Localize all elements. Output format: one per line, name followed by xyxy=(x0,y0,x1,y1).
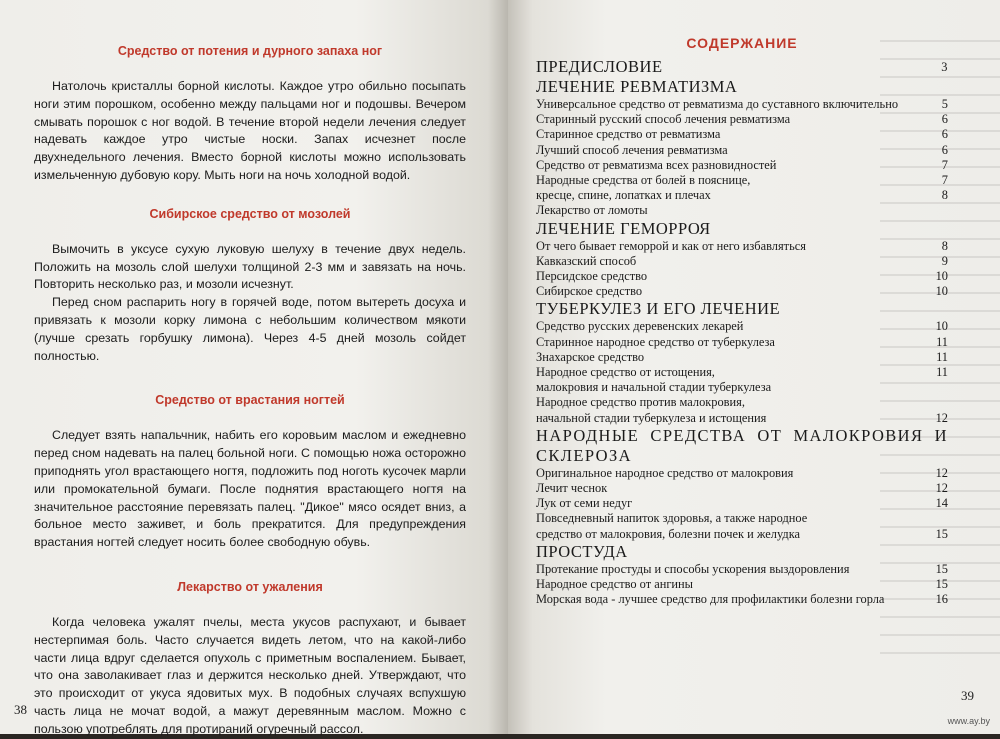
right-page xyxy=(508,0,1000,734)
toc-entry xyxy=(536,350,948,365)
toc-page-number: 7 xyxy=(941,173,948,188)
toc-entry xyxy=(536,239,948,254)
toc-list xyxy=(536,57,948,607)
right-page-number: 39 xyxy=(961,688,974,703)
toc-entry-text: Протекание простуды и способы ускорения выздоровления xyxy=(536,561,850,576)
toc-entry xyxy=(536,97,948,112)
toc-entry-text: ТУБЕРКУЛЕЗ И ЕГО ЛЕЧЕНИЕ xyxy=(536,299,781,319)
toc-entry xyxy=(536,269,948,284)
article-paragraph: Следует взять напальчник, набить его коровьим маслом и ежедневно перед сном надевать на палец больной ноги. С помощью ножа осторожно приподнять угол врастающего ногтя, подложить под ноготь кусочек марли или промокательной бумаги. После поднятия врастающего ногтя на значительное расстояние перевязать палец. "Дикое" мясо осядет вниз, а больное место заживет, и боль прекратится. Для предупреждения врастания ногтей следует носить более свободную обувь. xyxy=(34,428,466,550)
toc-entry-text: Оригинальное народное средство от малокровия xyxy=(536,465,794,480)
toc-page-number: 10 xyxy=(935,269,948,284)
toc-section-heading xyxy=(536,299,948,319)
toc-page-number: 11 xyxy=(936,334,948,349)
toc-entry xyxy=(536,335,948,350)
toc-section-heading xyxy=(536,426,948,466)
toc-entry-text: средство от малокровия, болезни почек и желудка xyxy=(536,526,801,541)
toc-entry-text: НАРОДНЫЕ СРЕДСТВА ОТ МАЛОКРОВИЯ И СКЛЕРОЗА xyxy=(536,425,948,465)
article-paragraph: Вымочить в уксусе сухую луковую шелуху в течение двух недель. Положить на мозоль слой шелухи толщиной 2-3 мм и завязать на ночь. Повторить несколько раз, и мозоли исчезнут. xyxy=(34,241,466,292)
article-paragraph: Натолочь кристаллы борной кислоты. Каждое утро обильно посыпать ноги этим порошком, особенно между пальцами ног и подошвы. Вечером смывать порошок с ног водой. В течение второй недели лечения следует надевать каждое утро чистые носки. Запах исчезнет после двухнедельного лечения. Вместо борной кислоты можно использовать измельченную дубовую кору. Мыть ноги на ночь холодной водой. xyxy=(34,79,466,182)
toc-entry xyxy=(536,284,948,299)
article-heading: Лекарство от ужаления xyxy=(177,579,323,594)
toc-entry xyxy=(536,496,948,511)
toc-entry xyxy=(536,380,948,395)
toc-entry-text: Кавказский способ xyxy=(536,253,637,268)
toc-page-number: 15 xyxy=(935,561,948,576)
toc-page-number: 6 xyxy=(941,112,948,127)
article-sweating xyxy=(34,44,466,185)
toc-entry xyxy=(536,112,948,127)
toc-entry xyxy=(536,143,948,158)
toc-entry xyxy=(536,511,948,526)
toc-entry xyxy=(536,188,948,203)
article-ingrown-nails xyxy=(34,393,466,552)
toc-entry-text: Старинный русский способ лечения ревматизма xyxy=(536,112,791,127)
article-heading: Сибирское средство от мозолей xyxy=(149,206,351,221)
toc-section-heading xyxy=(536,57,948,77)
toc-entry-text: Лук от семи недуг xyxy=(536,496,633,511)
toc-entry-text: Повседневный напиток здоровья, а также народное xyxy=(536,511,808,526)
toc-entry xyxy=(536,203,948,218)
toc-entry-text: Персидское средство xyxy=(536,269,648,284)
table-of-contents xyxy=(536,35,948,607)
toc-page-number: 6 xyxy=(941,142,948,157)
toc-section-heading xyxy=(536,219,948,239)
toc-page-number: 12 xyxy=(935,410,948,425)
toc-page-number: 16 xyxy=(935,592,948,607)
toc-section-heading xyxy=(536,77,948,97)
toc-page-number: 11 xyxy=(936,349,948,364)
toc-page-number: 7 xyxy=(941,157,948,172)
toc-page-number: 12 xyxy=(935,481,948,496)
toc-entry-text: От чего бывает геморрой и как от него избавляться xyxy=(536,238,806,253)
toc-entry-text: Лекарство от ломоты xyxy=(536,203,648,218)
toc-entry xyxy=(536,319,948,334)
toc-entry xyxy=(536,562,948,577)
toc-page-number: 15 xyxy=(935,526,948,541)
toc-entry-text: Старинное средство от ревматизма xyxy=(536,127,721,142)
toc-entry xyxy=(536,158,948,173)
watermark: www.ay.by xyxy=(947,716,990,726)
article-heading: Средство от потения и дурного запаха ног xyxy=(117,44,383,58)
toc-page-number: 11 xyxy=(936,365,948,380)
toc-entry-text: Народное средство против малокровия, xyxy=(536,395,745,410)
toc-entry-text: Народные средства от болей в пояснице, xyxy=(536,173,751,188)
left-page-content xyxy=(34,44,466,739)
article-heading: Средство от врастания ногтей xyxy=(155,393,345,408)
toc-page-number: 5 xyxy=(941,97,948,111)
toc-entry xyxy=(536,466,948,481)
toc-page-number: 6 xyxy=(941,127,948,142)
toc-page-number: 3 xyxy=(941,60,948,74)
article-corns xyxy=(34,207,466,366)
article-paragraph: Когда человека ужалят пчелы, места укусов распухают, и бывает нестерпимая боль. Часто случается видеть летом, что на какой-либо части лица вдруг сделается опухоль с приметным воспалением. Бывает, что она заволакивает глаз и держится несколько дней. Утверждают, что это происходит от укуса ядовитых мух. В подобных случаях вспухшую часть лица не мочат водой, а мажут деревянным маслом. Можно с пользою употреблять для протираний огуречный рассол. xyxy=(34,614,466,736)
toc-entry-text: Знахарское средство xyxy=(536,349,645,364)
toc-entry-text: Универсальное средство от ревматизма до суставного включительно xyxy=(536,97,899,111)
toc-entry-text: Средство русских деревенских лекарей xyxy=(536,319,744,334)
toc-entry-text: Лечит чеснок xyxy=(536,481,608,496)
toc-entry-text: ПРЕДИСЛОВИЕ xyxy=(536,57,663,76)
left-page-number: 38 xyxy=(14,702,27,717)
toc-page-number: 10 xyxy=(935,319,948,334)
toc-entry-text: ЛЕЧЕНИЕ ГЕМОРРОЯ xyxy=(536,218,711,238)
article-stings xyxy=(34,580,466,739)
toc-entry xyxy=(536,481,948,496)
toc-entry-text: ПРОСТУДА xyxy=(536,541,628,561)
toc-entry xyxy=(536,592,948,607)
toc-page-number: 15 xyxy=(935,577,948,592)
toc-page-number: 14 xyxy=(935,496,948,511)
toc-entry xyxy=(536,127,948,142)
toc-entry xyxy=(536,411,948,426)
toc-entry xyxy=(536,395,948,410)
toc-entry-text: начальной стадии туберкулеза и истощения xyxy=(536,410,767,425)
toc-entry xyxy=(536,527,948,542)
toc-entry xyxy=(536,173,948,188)
toc-entry-text: Морская вода - лучшее средство для профилактики болезни горла xyxy=(536,592,885,607)
toc-entry-text: ЛЕЧЕНИЕ РЕВМАТИЗМА xyxy=(536,77,738,96)
toc-page-number: 9 xyxy=(941,253,948,268)
toc-entry-text: кресце, спине, лопатках и плечах xyxy=(536,188,711,203)
toc-page-number: 10 xyxy=(935,284,948,299)
toc-entry xyxy=(536,365,948,380)
toc-entry-text: Народное средство от ангины xyxy=(536,577,694,592)
toc-entry-text: Старинное народное средство от туберкулеза xyxy=(536,334,775,349)
toc-entry-text: Сибирское средство xyxy=(536,284,643,299)
toc-entry-text: Народное средство от истощения, xyxy=(536,365,715,380)
toc-entry-text: Средство от ревматизма всех разновидностей xyxy=(536,157,777,172)
toc-entry-text: малокровия и начальной стадии туберкулеза xyxy=(536,380,772,395)
toc-entry xyxy=(536,577,948,592)
toc-entry-text: Лучший способ лечения ревматизма xyxy=(536,142,728,157)
toc-page-number: 8 xyxy=(941,238,948,253)
article-paragraph: Перед сном распарить ногу в горячей воде, потом вытереть досуха и привязать к мозоли корку лимона с небольшим количеством мякоти (лучше срезать горбушку лимона). Через 4-5 дней мозоль сойдет полностью. xyxy=(34,295,466,363)
toc-page-number: 12 xyxy=(935,465,948,480)
toc-page-number: 8 xyxy=(941,188,948,203)
toc-entry xyxy=(536,254,948,269)
toc-title: СОДЕРЖАНИЕ xyxy=(686,35,798,51)
toc-section-heading xyxy=(536,542,948,562)
